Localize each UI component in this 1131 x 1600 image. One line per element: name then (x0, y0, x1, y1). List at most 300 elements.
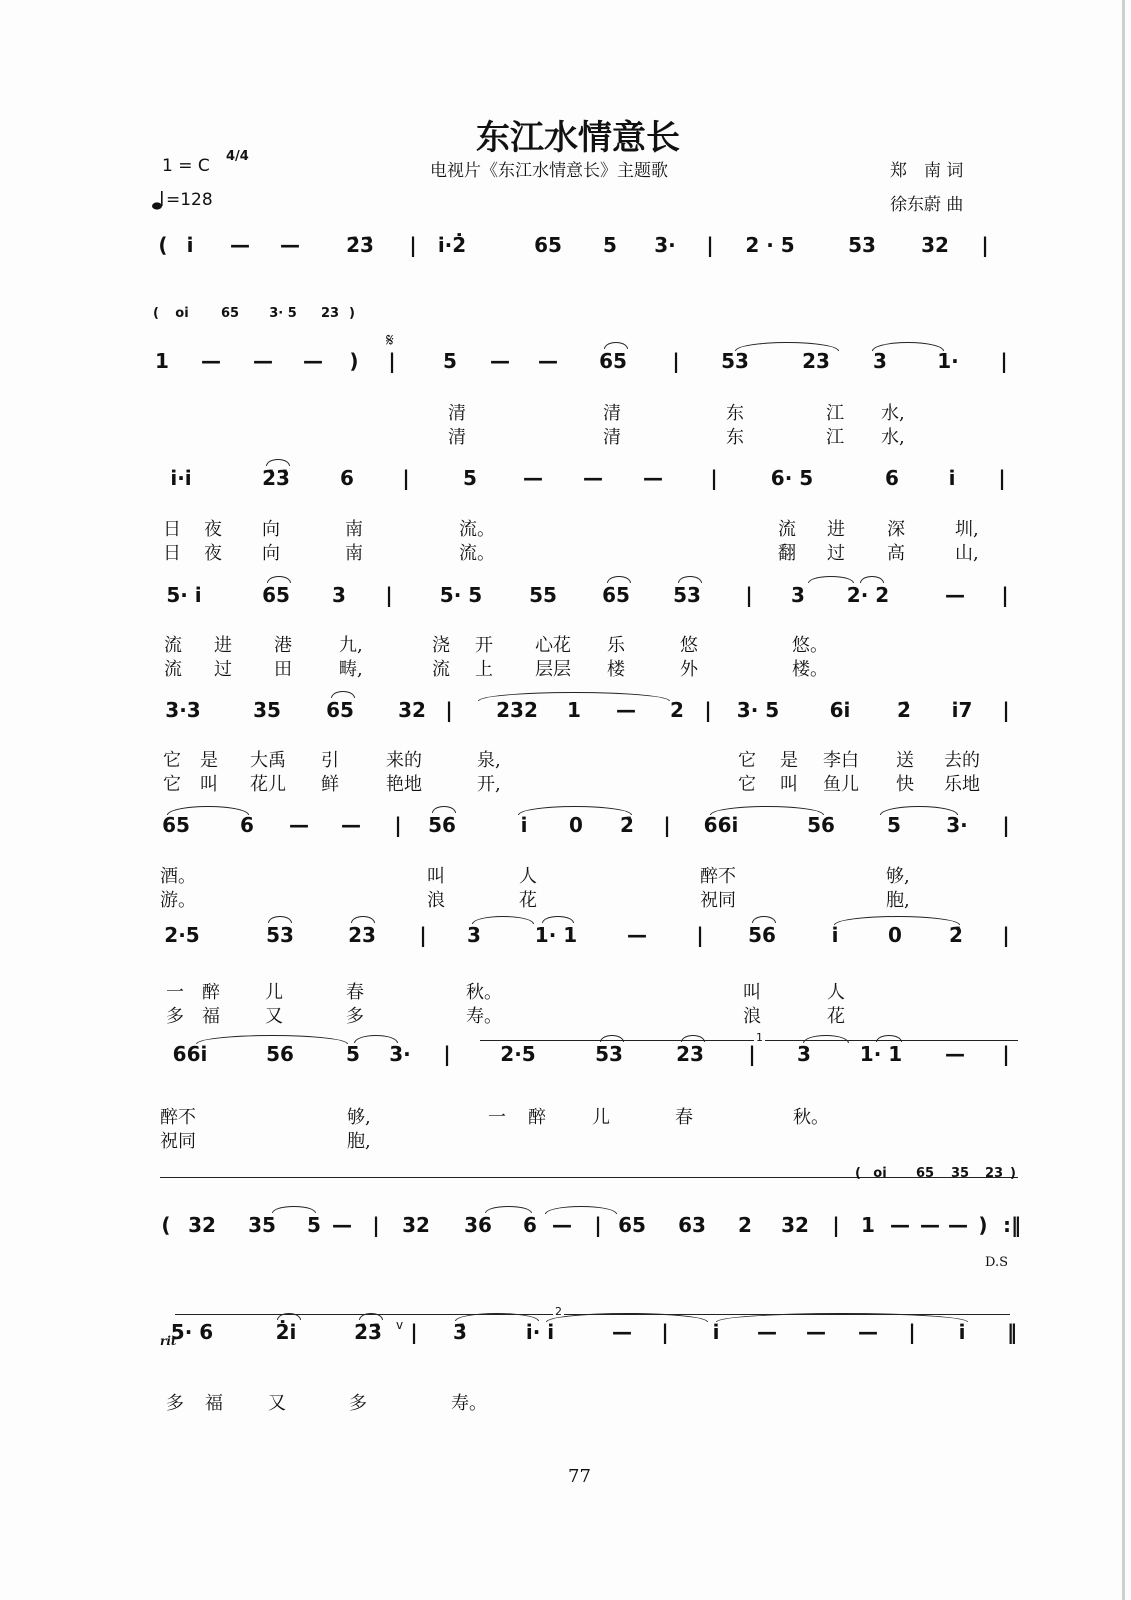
breath-mark: v (396, 1318, 404, 1332)
key-signature: 1 = C (162, 156, 210, 176)
lyric-syllable: 够, (347, 1107, 371, 1128)
lyric-line (0, 1393, 1131, 1415)
notation-token: 23 (984, 1166, 1004, 1181)
notation-row (0, 1212, 1131, 1238)
ritardando-mark: rit (160, 1334, 177, 1348)
lyricist-credit: 郑 南 词 (890, 161, 964, 181)
lyric-syllable: 寿。 (466, 1006, 502, 1027)
lyric-syllable: 乐 (607, 635, 625, 656)
notation-token: — (806, 1320, 826, 1344)
lyric-syllable: 艳地 (386, 774, 422, 795)
notation-token: 2̇3̇ (262, 466, 290, 490)
notation-token: 2 · 5 (745, 233, 795, 257)
notation-token: 2̇3̇ (354, 1320, 382, 1344)
notation-token: 1 (567, 698, 581, 722)
barline: | (410, 1320, 418, 1344)
notation-token: 0 (888, 923, 902, 947)
notation-token: 53 (673, 583, 701, 607)
lyric-syllable: 它 (163, 750, 181, 771)
lyric-syllable: 鱼儿 (823, 774, 859, 795)
lyric-syllable: 祝同 (700, 890, 736, 911)
notation-token: ) (978, 1213, 988, 1237)
barline: | (1002, 698, 1010, 722)
lyric-syllable: 开, (477, 774, 501, 795)
lyric-syllable: 是 (200, 750, 218, 771)
lyric-syllable: 引 (321, 750, 339, 771)
notation-token: 5 (463, 466, 477, 490)
notation-token: — (643, 466, 663, 490)
notation-token: 5 (307, 1213, 321, 1237)
lyric-syllable: 花儿 (250, 774, 286, 795)
notation-token: i̇·i̇ (170, 466, 192, 490)
notation-token: 53 (848, 233, 876, 257)
notation-token: 2·5 (500, 1042, 536, 1066)
lyric-syllable: 楼。 (792, 659, 828, 680)
lyric-syllable: 夜 (204, 519, 222, 540)
notation-token: 65 (618, 1213, 646, 1237)
lyric-syllable: 一 (166, 982, 184, 1003)
barline: | (710, 466, 718, 490)
notation-token: 2 (738, 1213, 752, 1237)
notation-token: ( (153, 306, 159, 321)
notation-token: — (552, 1213, 572, 1237)
notation-token: 32 (398, 698, 426, 722)
notation-token: — (612, 1320, 632, 1344)
lyric-syllable: 水, (881, 427, 905, 448)
lyric-syllable: 流 (432, 659, 450, 680)
lyric-syllable: 外 (680, 659, 698, 680)
barline: | (594, 1213, 602, 1237)
notation-token: — (945, 1042, 965, 1066)
lyric-line (0, 982, 1131, 1004)
lyric-syllable: 日 (163, 519, 181, 540)
notation-token: i̇ (831, 923, 839, 947)
lyric-syllable: 日 (163, 543, 181, 564)
lyric-syllable: 祝同 (160, 1131, 196, 1152)
notation-token: :‖ (1003, 1213, 1021, 1237)
lyric-syllable: 春 (346, 982, 364, 1003)
lyric-syllable: 夜 (204, 543, 222, 564)
lyric-syllable: 儿 (265, 982, 283, 1003)
lyric-syllable: 流。 (459, 543, 495, 564)
notation-token: 65 (599, 349, 627, 373)
barline: | (696, 923, 704, 947)
segno-sign: 𝄋 (386, 330, 394, 351)
lyric-syllable: 泉, (477, 750, 501, 771)
notation-token: — (280, 233, 300, 257)
lyric-syllable: 清 (448, 403, 466, 424)
notation-token: — (890, 1213, 910, 1237)
lyric-syllable: 清 (603, 403, 621, 424)
lyric-syllable: 快 (896, 774, 914, 795)
notation-token: ( (161, 1213, 171, 1237)
lyric-syllable: 港 (274, 635, 292, 656)
notation-token: 53 (595, 1042, 623, 1066)
lyric-syllable: 福 (205, 1393, 223, 1414)
barline: | (1000, 349, 1008, 373)
barline: | (1002, 1042, 1010, 1066)
notation-token: 3 (332, 583, 346, 607)
notation-token: 3· 5 (269, 306, 297, 321)
notation-token: 66i̇ (172, 1042, 208, 1066)
notation-token: 23 (676, 1042, 704, 1066)
lyric-syllable: 向 (262, 519, 280, 540)
barline: | (402, 466, 410, 490)
lyric-syllable: 南 (345, 519, 363, 540)
notation-token: 66i̇ (703, 813, 739, 837)
lyric-syllable: 东 (726, 403, 744, 424)
lyric-syllable: 水, (881, 403, 905, 424)
lyric-syllable: 又 (268, 1393, 286, 1414)
notation-token: 53 (266, 923, 294, 947)
barline: | (394, 813, 402, 837)
time-signature (226, 149, 249, 164)
lyric-syllable: 寿。 (451, 1393, 487, 1414)
barline: | (445, 698, 453, 722)
notation-token: 23 (802, 349, 830, 373)
notation-token: 2̇ (620, 813, 634, 837)
notation-token: — (253, 349, 273, 373)
notation-token: 0 (569, 813, 583, 837)
notation-token: 3· (654, 233, 676, 257)
lyric-syllable: 又 (265, 1006, 283, 1027)
notation-token: i̇·2̇ (437, 233, 467, 257)
notation-token: ) (349, 349, 359, 373)
quarter-note-icon (152, 190, 166, 210)
notation-token: 32 (921, 233, 949, 257)
lyric-syllable: 清 (448, 427, 466, 448)
notation-token: i̇ (712, 1320, 720, 1344)
notation-token: 36 (464, 1213, 492, 1237)
notation-token: oi̇ (873, 1166, 887, 1181)
notation-token: i̇ (186, 233, 194, 257)
lyric-syllable: 醉 (528, 1107, 546, 1128)
volta-1-number: 1 (756, 1031, 763, 1044)
lyric-syllable: 东 (726, 427, 744, 448)
notation-token: 23 (348, 923, 376, 947)
lyric-line (0, 427, 1131, 449)
lyric-syllable: 山, (955, 543, 979, 564)
barline: | (419, 923, 427, 947)
notation-token: 5· i̇ (166, 583, 202, 607)
lyric-syllable: 人 (827, 982, 845, 1003)
notation-token: i̇ (520, 813, 528, 837)
lyric-syllable: 多 (166, 1393, 184, 1414)
notation-token: 2̇ (897, 698, 911, 722)
notation-token: — (948, 1213, 968, 1237)
lyric-syllable: 圳, (955, 519, 979, 540)
dal-segno-mark: D.S (985, 1255, 1008, 1270)
barline: | (443, 1042, 451, 1066)
notation-token: 35 (253, 698, 281, 722)
notation-token: 65 (162, 813, 190, 837)
notation-token: 56 (266, 1042, 294, 1066)
notation-token: i̇· i̇ (525, 1320, 555, 1344)
volta-2-number: 2 (555, 1305, 562, 1318)
notation-token: 232 (496, 698, 538, 722)
notation-token: — (627, 923, 647, 947)
lyric-syllable: 叫 (743, 982, 761, 1003)
lyric-syllable: 高 (887, 543, 905, 564)
notation-token: 65 (534, 233, 562, 257)
barline: | (663, 813, 671, 837)
notation-token: 32 (781, 1213, 809, 1237)
lyric-syllable: 乐地 (944, 774, 980, 795)
lyric-syllable: 楼 (607, 659, 625, 680)
lyric-line (0, 403, 1131, 425)
notation-token: 65 (915, 1166, 935, 1181)
lyric-line (0, 1131, 1131, 1153)
barline: | (661, 1320, 669, 1344)
lyric-syllable: 流 (778, 519, 796, 540)
notation-token: 1· 1 (859, 1042, 903, 1066)
lyric-syllable: 深 (887, 519, 905, 540)
notation-token: 2·5 (164, 923, 200, 947)
notation-token: 56 (748, 923, 776, 947)
lyric-syllable: 花 (519, 890, 537, 911)
barline: | (1002, 813, 1010, 837)
notation-token: i̇ (958, 1320, 966, 1344)
lyric-syllable: 江 (826, 403, 844, 424)
lyric-syllable: 浪 (743, 1006, 761, 1027)
lyric-syllable: 鲜 (321, 774, 339, 795)
lyric-syllable: 游。 (160, 890, 196, 911)
notation-token: ( (158, 233, 168, 257)
lyric-syllable: 心花 (535, 635, 571, 656)
barline: | (748, 1042, 756, 1066)
notation-token: — (757, 1320, 777, 1344)
lyric-syllable: 层层 (535, 659, 571, 680)
notation-token: 63 (678, 1213, 706, 1237)
notation-token: 32 (402, 1213, 430, 1237)
notation-token: 35 (950, 1166, 970, 1181)
lyric-syllable: 酒。 (160, 866, 196, 887)
notation-token: ) (1010, 1166, 1016, 1181)
notation-token: 5 (346, 1042, 360, 1066)
notation-token: ( (855, 1166, 861, 1181)
notation-token: — (303, 349, 323, 373)
barline: | (998, 466, 1006, 490)
notation-token: 1 (155, 349, 169, 373)
lyric-syllable: 胞, (886, 890, 910, 911)
lyric-syllable: 江 (826, 427, 844, 448)
lyric-syllable: 秋。 (466, 982, 502, 1003)
barline: | (372, 1213, 380, 1237)
lyric-syllable: 流 (164, 659, 182, 680)
notation-token: 3 (791, 583, 805, 607)
notation-row (0, 582, 1131, 608)
lyric-syllable: 清 (603, 427, 621, 448)
lyric-syllable: 多 (346, 1006, 364, 1027)
notation-token: ‖ (1007, 1320, 1017, 1344)
lyric-syllable: 大禹 (250, 750, 286, 771)
notation-token: — (523, 466, 543, 490)
lyric-syllable: 过 (214, 659, 232, 680)
lyric-syllable: 向 (262, 543, 280, 564)
notation-token: 1· 1 (534, 923, 578, 947)
notation-row (0, 305, 1131, 331)
song-title: 东江水情意长 (476, 118, 680, 158)
lyric-syllable: 胞, (347, 1131, 371, 1152)
notation-row (0, 465, 1131, 491)
lyric-syllable: 上 (475, 659, 493, 680)
lyric-syllable: 送 (896, 750, 914, 771)
notation-token: — (858, 1320, 878, 1344)
lyric-syllable: 醉不 (700, 866, 736, 887)
notation-token: 65 (602, 583, 630, 607)
barline: | (908, 1320, 916, 1344)
notation-token: ) (349, 306, 355, 321)
lyric-syllable: 它 (738, 750, 756, 771)
notation-token: 5 (887, 813, 901, 837)
notation-token: — (341, 813, 361, 837)
subtitle: 电视片《东江水情意长》主题歌 (430, 161, 668, 181)
notation-token: i̇7 (951, 698, 973, 722)
barline: | (1001, 583, 1009, 607)
lyric-syllable: 多 (349, 1393, 367, 1414)
notation-token: oi̇ (175, 306, 189, 321)
notation-token: i̇ (948, 466, 956, 490)
notation-token: 65 (220, 306, 240, 321)
lyric-syllable: 人 (519, 866, 537, 887)
notation-token: 6· 5 (770, 466, 814, 490)
notation-token: — (945, 583, 965, 607)
notation-token: 6 (340, 466, 354, 490)
lyric-line (0, 774, 1131, 796)
lyric-line (0, 1107, 1131, 1129)
notation-token: — (490, 349, 510, 373)
notation-token: — (583, 466, 603, 490)
barline: | (385, 583, 393, 607)
lyric-syllable: 秋。 (793, 1107, 829, 1128)
notation-token: 3·3 (165, 698, 201, 722)
barline: | (832, 1213, 840, 1237)
lyric-syllable: 一 (488, 1107, 506, 1128)
lyric-syllable: 是 (780, 750, 798, 771)
lyric-syllable: 多 (166, 1006, 184, 1027)
lyric-syllable: 去的 (944, 750, 980, 771)
barline: | (981, 233, 989, 257)
lyric-syllable: 儿 (592, 1107, 610, 1128)
notation-token: 6 (240, 813, 254, 837)
notation-token: 2· 2 (846, 583, 890, 607)
barline: | (672, 349, 680, 373)
lyric-line (0, 659, 1131, 681)
lyric-syllable: 福 (202, 1006, 220, 1027)
notation-row (0, 1165, 1131, 1191)
notation-token: 3· (946, 813, 968, 837)
lyric-syllable: 醉不 (160, 1107, 196, 1128)
lyric-syllable: 叫 (427, 866, 445, 887)
notation-row (0, 232, 1131, 258)
tempo-marking (152, 190, 213, 210)
lyric-syllable: 畴, (339, 659, 363, 680)
lyric-line (0, 866, 1131, 888)
notation-token: — (920, 1213, 940, 1237)
lyric-syllable: 进 (827, 519, 845, 540)
barline: | (409, 233, 417, 257)
notation-token: 23 (320, 306, 340, 321)
notation-token: 65 (262, 583, 290, 607)
barline: | (388, 349, 396, 373)
notation-token: 3 (797, 1042, 811, 1066)
lyric-line (0, 1006, 1131, 1028)
notation-token: 53 (721, 349, 749, 373)
notation-token: 3̇ (453, 1320, 467, 1344)
lyric-syllable: 够, (886, 866, 910, 887)
notation-token: 1 (861, 1213, 875, 1237)
lyric-syllable: 流。 (459, 519, 495, 540)
lyric-syllable: 进 (214, 635, 232, 656)
notation-token: 5· 6 (170, 1320, 214, 1344)
notation-row (0, 348, 1131, 374)
notation-token: 6 (885, 466, 899, 490)
tempo-value: =128 (166, 190, 213, 210)
notation-token: 2 (670, 698, 684, 722)
lyric-line (0, 519, 1131, 541)
notation-token: 3· 5 (736, 698, 780, 722)
notation-token: 1· (937, 349, 959, 373)
lyric-syllable: 叫 (200, 774, 218, 795)
lyric-syllable: 它 (163, 774, 181, 795)
lyric-syllable: 醉 (202, 982, 220, 1003)
lyric-syllable: 花 (827, 1006, 845, 1027)
lyric-syllable: 来的 (386, 750, 422, 771)
notation-token: 5 (443, 349, 457, 373)
lyric-syllable: 李白 (823, 750, 859, 771)
notation-token: 6 (523, 1213, 537, 1237)
barline: | (704, 698, 712, 722)
notation-token: 5 (603, 233, 617, 257)
lyric-syllable: 浪 (427, 890, 445, 911)
barline: | (706, 233, 714, 257)
lyric-line (0, 543, 1131, 565)
barline: | (1002, 923, 1010, 947)
lyric-syllable: 过 (827, 543, 845, 564)
notation-token: 55 (529, 583, 557, 607)
lyric-syllable: 翻 (778, 543, 796, 564)
lyric-syllable: 南 (345, 543, 363, 564)
notation-token: 3 (467, 923, 481, 947)
notation-token: 2̇ (949, 923, 963, 947)
notation-token: — (289, 813, 309, 837)
lyric-line (0, 635, 1131, 657)
notation-row (0, 922, 1131, 948)
page-number: 77 (568, 1466, 591, 1487)
lyric-syllable: 流 (164, 635, 182, 656)
notation-token: 5· 5 (439, 583, 483, 607)
lyric-syllable: 悠。 (792, 635, 828, 656)
notation-token: 3 (873, 349, 887, 373)
notation-token: — (230, 233, 250, 257)
notation-token: 56 (807, 813, 835, 837)
notation-token: 2̇i̇ (275, 1320, 297, 1344)
notation-row (0, 1041, 1131, 1067)
lyric-syllable: 悠 (680, 635, 698, 656)
notation-token: — (616, 698, 636, 722)
notation-token: — (332, 1213, 352, 1237)
notation-row (0, 697, 1131, 723)
lyric-syllable: 田 (274, 659, 292, 680)
lyric-syllable: 春 (675, 1107, 693, 1128)
notation-token: 32 (188, 1213, 216, 1237)
notation-token: 3· (389, 1042, 411, 1066)
lyric-line (0, 750, 1131, 772)
time-signature-text: 4/4 (226, 149, 249, 164)
lyric-syllable: 浇 (432, 635, 450, 656)
notation-row (0, 812, 1131, 838)
notation-token: 65 (326, 698, 354, 722)
